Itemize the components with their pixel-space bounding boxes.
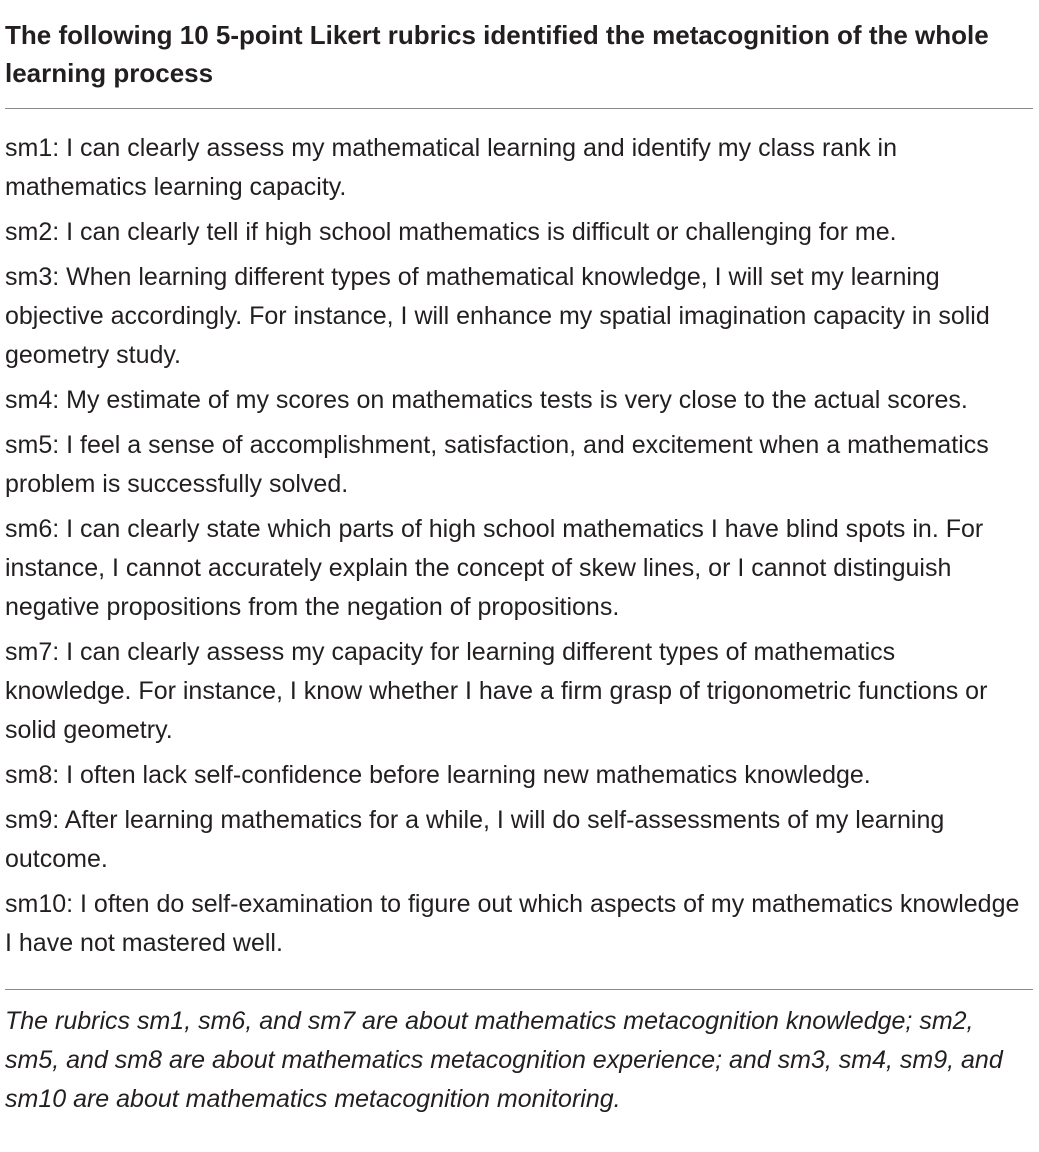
rubric-item-sm5: sm5: I feel a sense of accomplishment, satisfaction, and excitement when a mathematics problem is successfully solved. bbox=[5, 431, 989, 498]
rubric-item-sm7: sm7: I can clearly assess my capacity for learning different types of mathematics knowledge. For instance, I know whether I have a firm grasp of trigonometric functions or solid geometry. bbox=[5, 638, 988, 744]
rubric-item-sm4: sm4: My estimate of my scores on mathematics tests is very close to the actual scores. bbox=[5, 386, 968, 414]
rubric-list bbox=[5, 109, 1038, 989]
rubric-item-sm10: sm10: I often do self-examination to figure out which aspects of my mathematics knowledge I have not mastered well. bbox=[5, 890, 1020, 957]
table-header: The following 10 5-point Likert rubrics identified the metacognition of the whole learning process bbox=[5, 20, 989, 88]
rubric-item-sm8: sm8: I often lack self-confidence before learning new mathematics knowledge. bbox=[5, 761, 871, 789]
rubric-item-sm3: sm3: When learning different types of mathematical knowledge, I will set my learning objective accordingly. For instance, I will enhance my spatial imagination capacity in solid geometry study. bbox=[5, 263, 990, 369]
rubric-item-sm2: sm2: I can clearly tell if high school mathematics is difficult or challenging for me. bbox=[5, 218, 897, 246]
rubric-item-sm6: sm6: I can clearly state which parts of high school mathematics I have blind spots in. For instance, I cannot accurately explain the concept of skew lines, or I cannot distinguish negative propositions from the negation of propositions. bbox=[5, 515, 984, 621]
rubric-table bbox=[5, 0, 1038, 1119]
table-footnote: The rubrics sm1, sm6, and sm7 are about mathematics metacognition knowledge; sm2, sm5, and sm8 are about mathematics metacognition experience; and sm3, sm4, sm9, and sm10 are about mathematics metacognition monitoring. bbox=[5, 1007, 1003, 1113]
rubric-item-sm1: sm1: I can clearly assess my mathematical learning and identify my class rank in mathematics learning capacity. bbox=[5, 134, 898, 201]
rubric-item-sm9: sm9: After learning mathematics for a while, I will do self-assessments of my learning outcome. bbox=[5, 806, 945, 873]
